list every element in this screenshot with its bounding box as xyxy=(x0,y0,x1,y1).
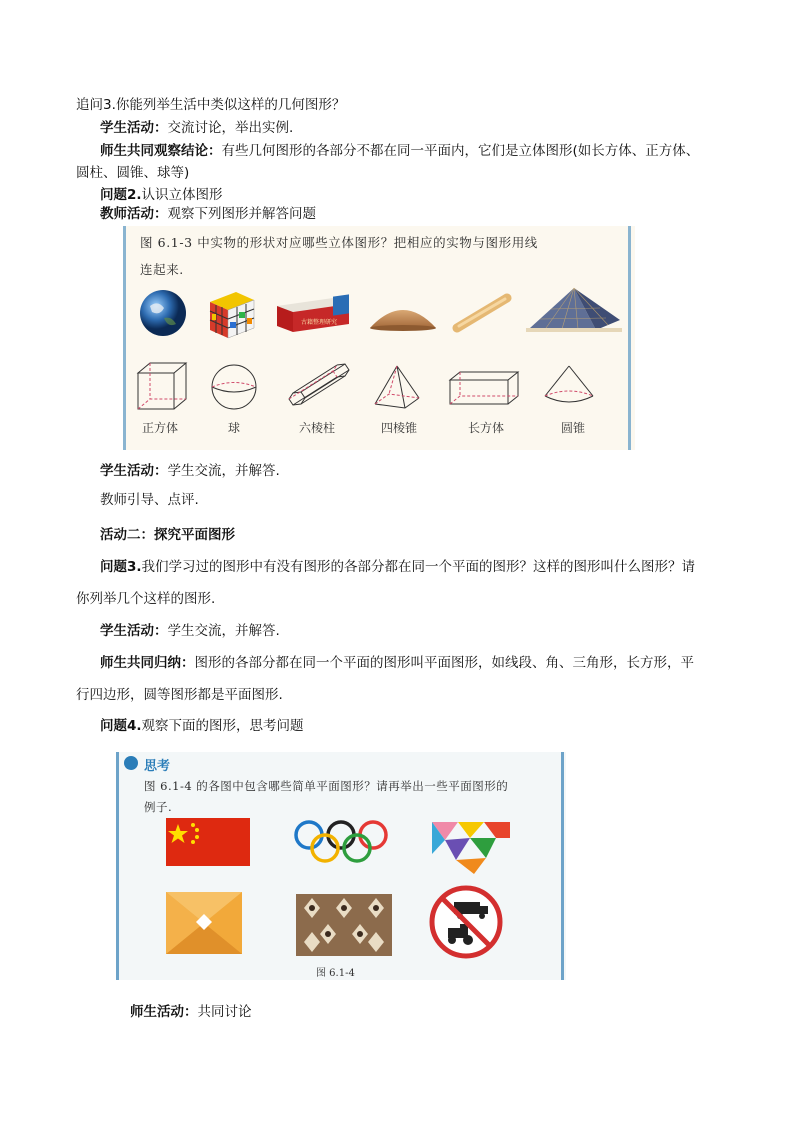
louvre-pyramid-image xyxy=(526,286,622,332)
text-line: 追问3.你能列举生活中类似这样的几何图形？ xyxy=(76,97,346,113)
cube-shape xyxy=(134,359,190,415)
figure-question: 图 6.1-3 中实物的形状对应哪些立体图形？把相应的实物与图形用线 xyxy=(140,235,538,250)
text-line: 学生活动：学生交流，并解答. xyxy=(100,463,280,479)
figure-caption: 图 6.1-4 xyxy=(316,968,355,979)
figure-plane-shapes xyxy=(116,752,566,980)
figure-left-bar xyxy=(116,752,119,980)
text-line: 问题3.我们学习过的图形中有没有图形的各部分都在同一个平面的图形？这样的图形叫什么图形？请 xyxy=(100,559,696,575)
cone-shape xyxy=(541,364,597,410)
olympic-rings-image xyxy=(291,818,395,866)
text-line: 师生活动：共同讨论 xyxy=(130,1004,252,1020)
think-heading: 思考 xyxy=(144,759,171,774)
tangram-image xyxy=(430,818,514,876)
text-line: 行四边形，圆等图形都是平面图形. xyxy=(76,687,283,703)
figure-question-cont: 连起来. xyxy=(140,262,184,277)
text-line: 教师活动：观察下列图形并解答问题 xyxy=(100,206,316,222)
book-title: 古籍整理研究 xyxy=(301,319,338,326)
text-line: 圆柱、圆锥、球等) xyxy=(76,165,190,181)
figure-right-bar xyxy=(628,226,631,450)
folded-square-pattern-image xyxy=(166,892,242,954)
wooden-rod-image xyxy=(449,290,515,336)
think-icon xyxy=(124,756,138,770)
sand-pile-image xyxy=(368,298,438,332)
caption-sphere: 球 xyxy=(227,421,240,435)
text-line: 问题4.观察下面的图形，思考问题 xyxy=(100,718,304,734)
chinese-flag-image xyxy=(166,818,250,866)
text-line: 师生共同观察结论：有些几何图形的各部分不都在同一平面内，它们是立体图形(如长方体、正方体、 xyxy=(100,143,700,159)
figure-right-bar xyxy=(561,752,564,980)
caption-cuboid: 长方体 xyxy=(467,421,504,435)
text-line: 师生共同归纳：图形的各部分都在同一个平面的图形叫平面图形，如线段、角、三角形，长方形，平 xyxy=(100,655,694,671)
text-line: 你列举几个这样的图形. xyxy=(76,591,216,607)
figure-solid-shapes xyxy=(123,226,635,450)
caption-hexagonal-prism: 六棱柱 xyxy=(298,421,335,435)
earth-globe-image xyxy=(138,288,188,338)
hexagonal-prism-shape xyxy=(283,359,355,417)
sphere-shape xyxy=(209,362,259,412)
text-line: 问题2.认识立体图形 xyxy=(100,187,223,203)
text-line: 学生活动：交流讨论，举出实例. xyxy=(100,120,294,136)
rubiks-cube-image xyxy=(206,288,258,340)
text-line: 学生活动：学生交流，并解答. xyxy=(100,623,280,639)
figure-question-cont: 例子. xyxy=(144,800,173,814)
caption-cube: 正方体 xyxy=(141,421,178,435)
caption-cone: 圆锥 xyxy=(560,421,585,435)
square-pyramid-shape xyxy=(371,364,423,410)
book-image xyxy=(273,294,353,336)
section-heading: 活动二：探究平面图形 xyxy=(100,527,235,543)
no-vehicles-sign-image xyxy=(424,884,508,960)
caption-square-pyramid: 四棱锥 xyxy=(380,421,417,435)
figure-left-bar xyxy=(123,226,126,450)
text-line: 教师引导、点评. xyxy=(100,492,199,508)
figure-question: 图 6.1-4 的各图中包含哪些简单平面图形？请再举出一些平面图形的 xyxy=(144,779,509,793)
cuboid-shape xyxy=(446,368,522,408)
floor-tile-mosaic-image xyxy=(296,894,392,956)
